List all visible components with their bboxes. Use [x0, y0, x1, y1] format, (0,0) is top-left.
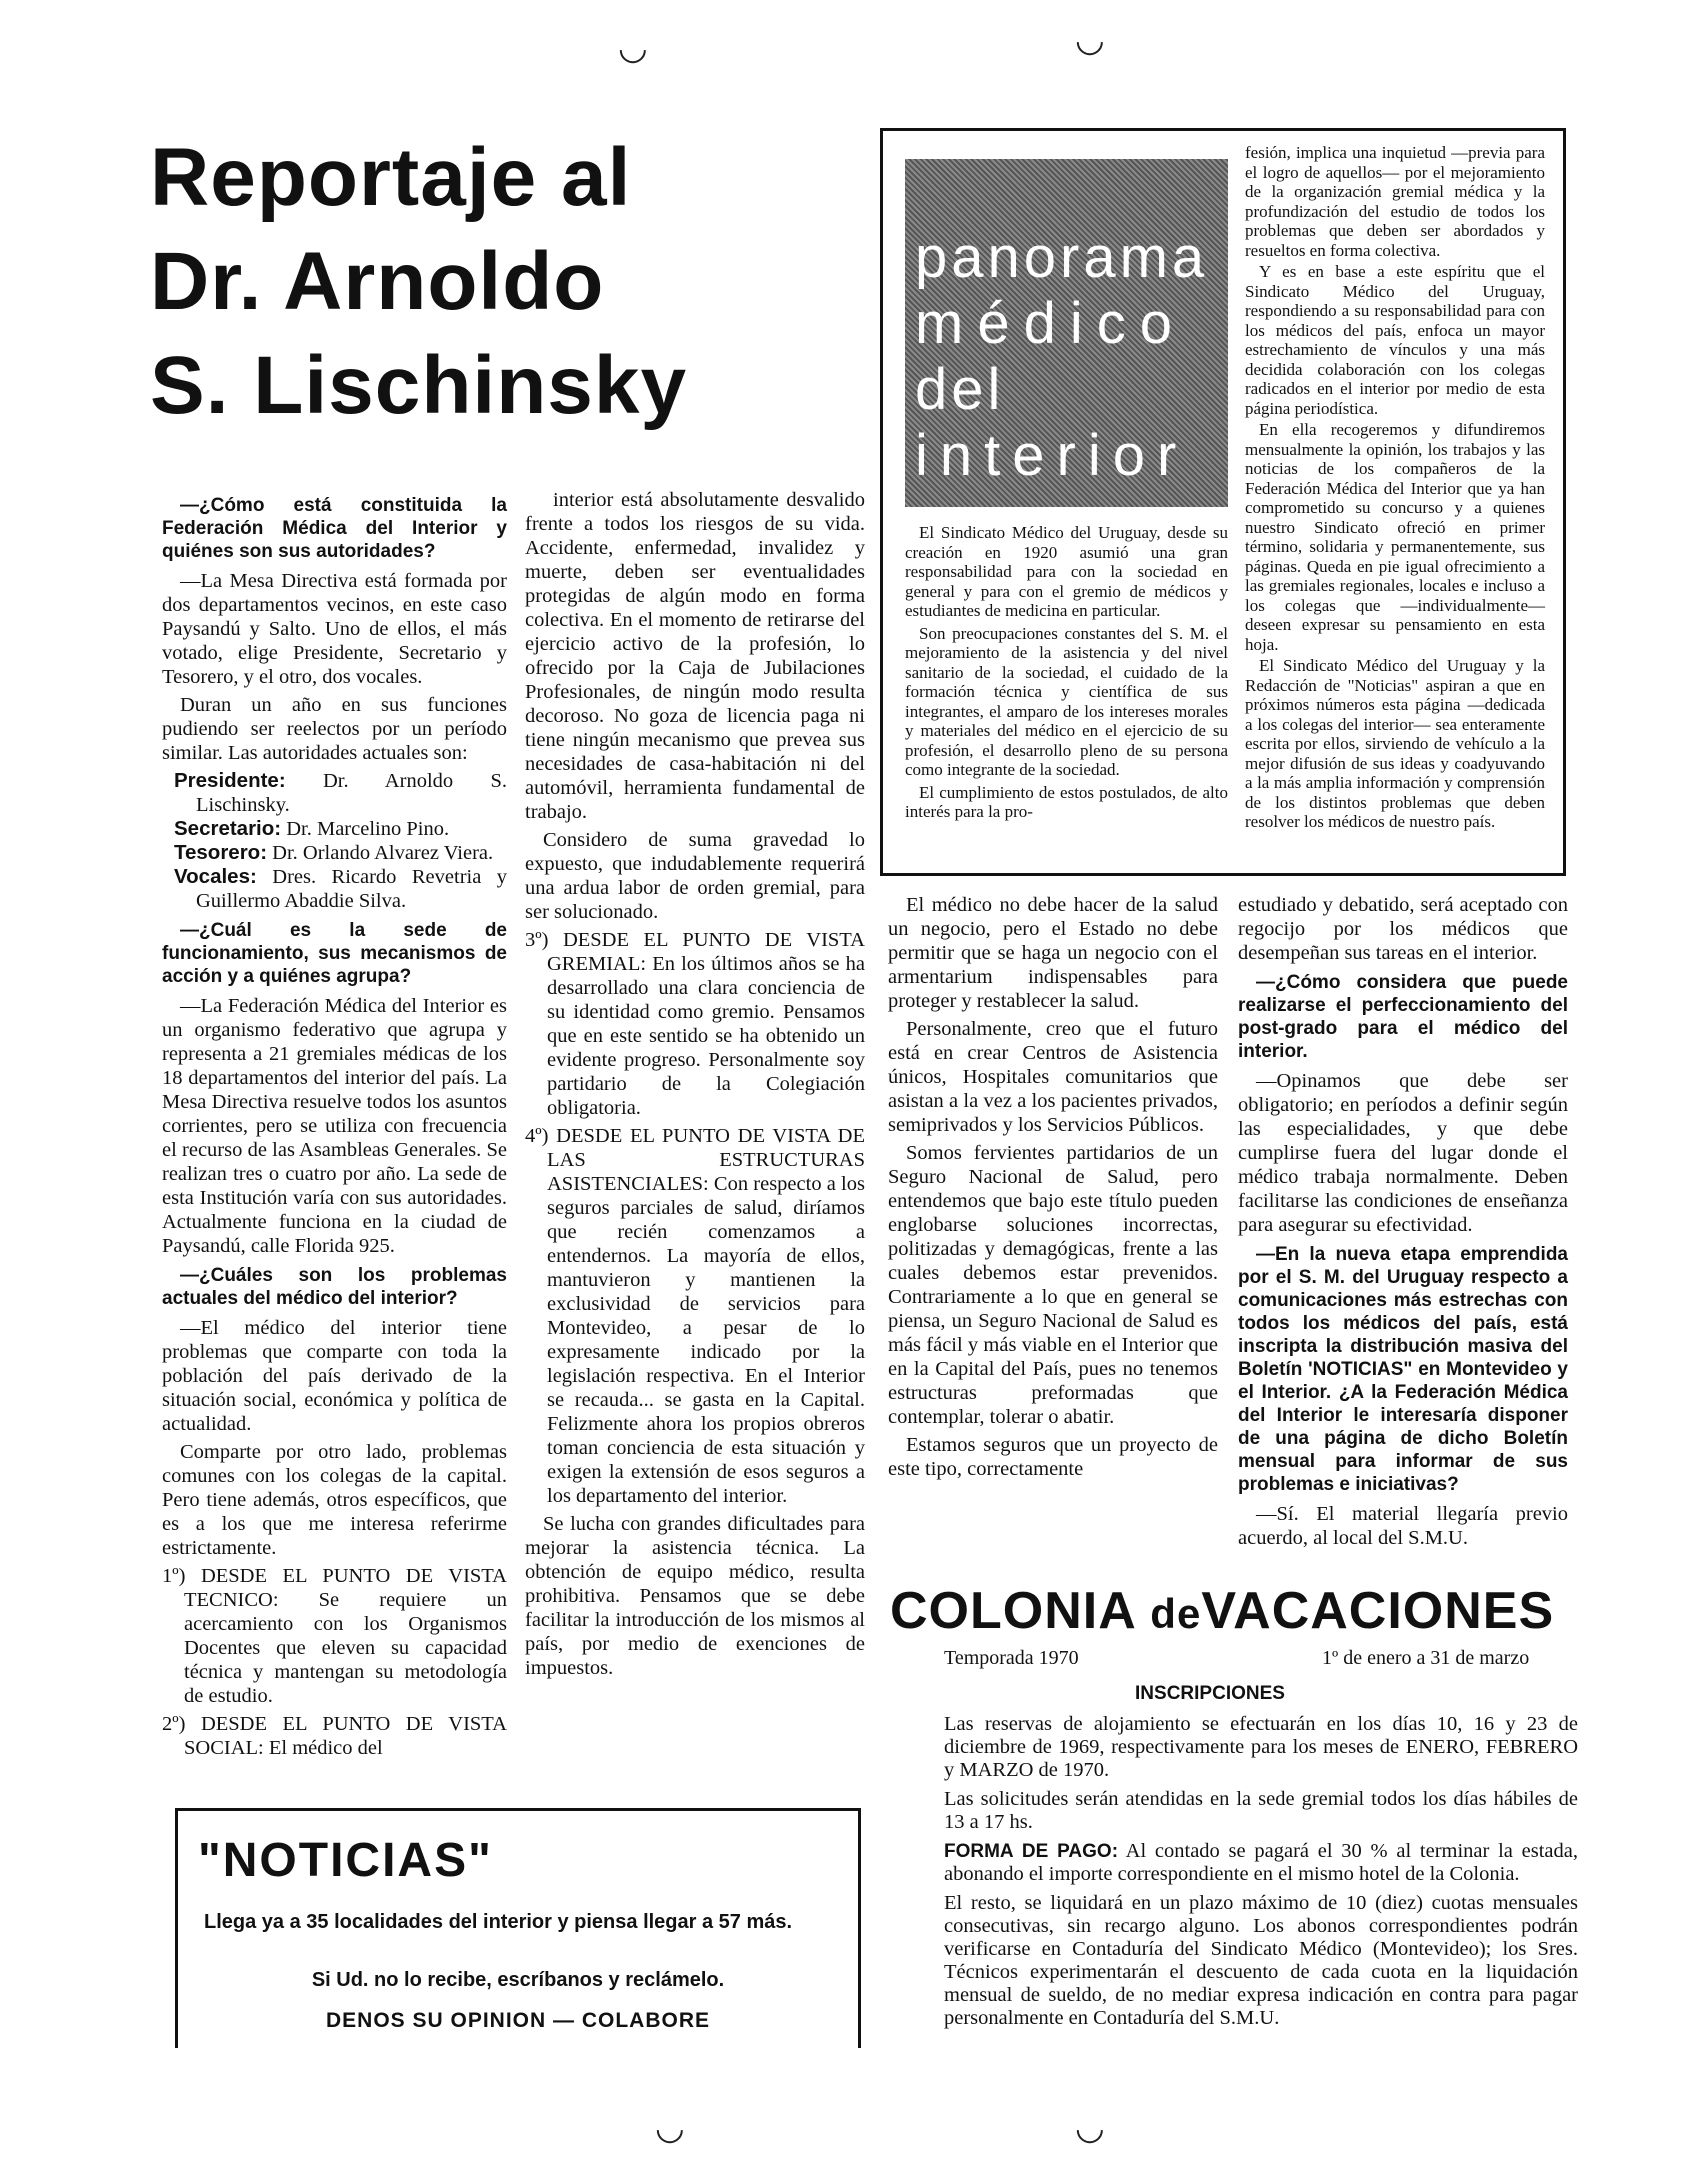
- answer-3: —El médico del interior tiene problemas que comparte con toda la población del país derivado de la situación social, económica y política de actualidad.: [162, 1317, 507, 1435]
- colonia-dates: 1º de enero a 31 de marzo: [1322, 1647, 1530, 1669]
- panorama-paragraph: Y es en base a este espíritu que el Sindicato Médico del Uruguay, respondiendo a su responsabilidad para con los médicos del país, enfoca un mayor estrechamiento de vínculos y una más decidida colaboración con los colegas radicados en el interior por medio de esta página periodística.: [1245, 262, 1545, 418]
- headline-line-2: Dr. Arnoldo: [150, 236, 605, 327]
- interview-column-2: [525, 488, 865, 1684]
- registration-mark-top-left: ◡: [618, 29, 648, 67]
- authority-item: Secretario: Dr. Marcelino Pino.: [174, 817, 450, 840]
- column-3-text-4: Estamos seguros que un proyecto de este tipo, correctamente: [888, 1434, 1218, 1480]
- question-3: —¿Cuáles son los problemas actuales del médico del interior?: [162, 1265, 507, 1309]
- panorama-title-line: panorama: [915, 225, 1209, 290]
- panorama-paragraph: Son preocupaciones constantes del S. M. el mejoramiento de la asistencia y del nivel sanitario de la sociedad, el cuidado de la formación técnica y científica de sus integrantes, el amparo de los intereses morales y materiales del médico en el ejercicio de su profesión, el desarrollo pleno de su persona como integrante de la sociedad.: [905, 623, 1228, 779]
- registration-mark-top-right: ◡: [1075, 21, 1105, 59]
- headline-line-1: Reportaje al: [150, 132, 632, 223]
- question-1: —¿Cómo está constituida la Federación Médica del Interior y quiénes son sus autoridades?: [162, 495, 507, 562]
- noticias-box: [175, 1808, 861, 2048]
- answer-5: —Sí. El material llegaría previo acuerdo, al local del S.M.U.: [1238, 1503, 1568, 1549]
- colonia-paragraph: [944, 1840, 1578, 1886]
- point-1: 1º) DESDE EL PUNTO DE VISTA TECNICO: Se requiere un acercamiento con los Organismos Docentes que eleven su capacidad técnica y mantengan su metodología de estudio.: [162, 1565, 507, 1707]
- colonia-body: [944, 1713, 1578, 2030]
- colonia-title-word: VACACIONES: [1201, 1582, 1555, 1640]
- answer-1b: Duran un año en sus funciones pudiendo ser reelectos por un período similar. Las autoridades actuales son:: [162, 694, 507, 764]
- colonia-section: [890, 1582, 1590, 2030]
- point-3: 3º) DESDE EL PUNTO DE VISTA GREMIAL: En los últimos años se ha desarrollado una clara conciencia de su identidad como gremio. Pensamos que en este sentido se ha obtenido un evidente progreso. Personalmente soy partidario de la Colegiación obligatoria.: [525, 929, 865, 1119]
- headline-line-3: S. Lischinsky: [150, 340, 688, 431]
- authority-item: Presidente: Dr. Arnoldo S. Lischinsky.: [174, 769, 507, 816]
- headline: [150, 130, 710, 434]
- panorama-paragraph: En ella recogeremos y difundiremos mensualmente la opinión, los trabajos y las noticias de los compañeros de la Federación Médica del Interior que ya han comprometido su concurso y a quienes nuestro Sindicato ofreció en primer término, solidaria y permanentemente, sus páginas. Queda en pie igual ofrecimiento a las gremiales regionales, locales e incluso a los colegas que —individualmente— deseen expresar su pensamiento en esta hoja.: [1245, 420, 1545, 654]
- noticias-title: "NOTICIAS": [198, 1834, 493, 1887]
- noticias-request-text: Si Ud. no lo recibe, escríbanos y reclámelo.: [311, 1969, 725, 1991]
- authority-item: Vocales: Dres. Ricardo Revetria y Guillermo Abaddie Silva.: [174, 865, 508, 912]
- payment-label: FORMA DE PAGO:: [944, 1841, 1119, 1862]
- authorities-list: [162, 769, 507, 913]
- colonia-season-row: [890, 1647, 1590, 1675]
- panorama-paragraph: El Sindicato Médico del Uruguay y la Redacción de "Noticias" aspiran a que en próximos números esta página —dedicada a los colegas del interior— sea enteramente escrita por ellos, sirviendo de vehículo a la mejor difusión de sus ideas y coadyuvando a la más amplia información y comprensión de los distintos problemas que deben resolver los médicos de nuestro país.: [1245, 656, 1545, 831]
- answer-2: —La Federación Médica del Interior es un organismo federativo que agrupa y representa a 21 gremiales médicas de los 18 departamentos del interior del país. La Mesa Directiva resuelve todos los asuntos corrientes, pero se utiliza con frecuencia el recurso de las Asambleas Generales. Se realizan tres o cuatro por año. La sede de esta Institución varía con sus autoridades. Actualmente funciona en la ciudad de Paysandú, calle Florida 925.: [162, 995, 507, 1257]
- panorama-paragraph: fesión, implica una inquietud —previa para el logro de aquellos— por el mejoramiento de la organización gremial médica y la profundización del estudio de todos los problemas que deben ser abordados y resueltos en forma colectiva.: [1245, 143, 1545, 260]
- panorama-title-line: interior: [915, 423, 1189, 488]
- question-5: —En la nueva etapa emprendida por el S. M. del Uruguay respecto a comunicaciones más estrechas con todos los médicos del país, está inscripta la distribución masiva del Boletín 'NOTICIAS" en Montevideo y el Interior. ¿A la Federación Médica del Interior le interesaría disponer de una página de dicho Boletín mensual para informar de sus problemas e iniciativas?: [1238, 1244, 1568, 1495]
- colonia-title-word: de: [1150, 1590, 1202, 1637]
- registration-mark-bottom-right: ◡: [1075, 2109, 1105, 2147]
- panorama-paragraph: El Sindicato Médico del Uruguay, desde su creación en 1920 asumió una gran responsabilidad para con la sociedad en general y para con el gremio de médicos y estudiantes de medicina en particular.: [905, 523, 1228, 620]
- panorama-right-text: [1245, 143, 1545, 832]
- point-4: 4º) DESDE EL PUNTO DE VISTA DE LAS ESTRUCTURAS ASISTENCIALES: Con respecto a los seguros parciales de salud, diríamos que recién comenzamos a entendernos. La mayoría de ellos, mantuvieron y mantienen la exclusividad de servicios para Montevideo, a pesar de lo expresamente indicado por la legislación respectiva. En el Interior se recauda... se gasta en la Capital. Felizmente ahora los propios obreros toman conciencia de esta situación y exigen la extensión de esos seguros a los departamento del interior.: [525, 1125, 865, 1507]
- authority-item: Tesorero: Dr. Orlando Alvarez Viera.: [174, 841, 494, 864]
- noticias-reach-text: Llega ya a 35 localidades del interior y piensa llegar a 57 más.: [204, 1911, 793, 1933]
- colonia-season: Temporada 1970: [944, 1647, 1079, 1669]
- question-4: —¿Cómo considera que puede realizarse el perfeccionamiento del post-grado para el médico del interior.: [1238, 972, 1568, 1062]
- column-2-text-3: Se lucha con grandes dificultades para mejorar la asistencia técnica. La obtención de equipo médico, resulta prohibitiva. Pensamos que se debe facilitar la introducción de los mismos al país, por medio de exenciones de impuestos.: [525, 1513, 865, 1679]
- column-3-text-3: Somos fervientes partidarios de un Seguro Nacional de Salud, pero entendemos que bajo este título pueden englobarse soluciones incorrectas, politizadas y demagógicas, frente a las cuales debemos estar prevenidos. Contrariamente a lo que en general se piensa, un Seguro Nacional de Salud es más fácil y más viable en el Interior que en la Capital del País, pues no tenemos estructuras preformadas que contemplar, tolerar o abatir.: [888, 1142, 1218, 1428]
- panorama-title: [915, 225, 1208, 489]
- colonia-paragraph: Las solicitudes serán atendidas en la sede gremial todos los días hábiles de 13 a 17 hs.: [944, 1788, 1578, 1833]
- registration-mark-bottom-left: ◡: [655, 2109, 685, 2147]
- colonia-paragraph: Las reservas de alojamiento se efectuarán en los días 10, 16 y 23 de diciembre de 1969, respectivamente para los meses de ENERO, FEBRERO y MARZO de 1970.: [944, 1713, 1578, 1781]
- colonia-title: [890, 1582, 1590, 1643]
- interview-column-3: [888, 893, 1218, 1485]
- interview-column-4: [1238, 893, 1568, 1554]
- point-2: 2º) DESDE EL PUNTO DE VISTA SOCIAL: El médico del: [162, 1713, 507, 1759]
- panorama-paragraph: El cumplimiento de estos postulados, de alto interés para la pro-: [905, 782, 1228, 821]
- column-4-text-1: estudiado y debatido, será aceptado con regocijo por los médicos que desempeñan sus tareas en el interior.: [1238, 894, 1568, 964]
- answer-3b: Comparte por otro lado, problemas comunes con los colegas de la capital. Pero tiene además, otros específicos, que es a los que me interesa referirme estrictamente.: [162, 1441, 507, 1559]
- column-2-text-2: Considero de suma gravedad lo expuesto, que indudablemente requerirá una ardua labor de orden gremial, para ser solucionado.: [525, 829, 865, 923]
- panorama-box: [880, 128, 1566, 876]
- column-3-text-1: El médico no debe hacer de la salud un negocio, pero el Estado no debe permitir que se haga un negocio con el armentarium indispensables para proteger y restablecer la salud.: [888, 894, 1218, 1012]
- answer-1: —La Mesa Directiva está formada por dos departamentos vecinos, en este caso Paysandú y Salto. Uno de ellos, el más votado, elige Presidente, Secretario y Tesorero, y el otro, dos vocales.: [162, 570, 507, 688]
- colonia-subtitle: INSCRIPCIONES: [1135, 1683, 1285, 1704]
- column-2-text-1: interior está absolutamente desvalido frente a todos los riesgos de su vida. Accidente, enfermedad, invalidez y muerte, deben ser eventualidades protegidas de algún modo en forma colectiva. En el momento de retirarse del ejercicio activo de la profesión, lo ofrecido por la Caja de Jubilaciones Profesionales, de ningún modo resulta decoroso. No goza de licencia paga ni tiene ningún mecanismo que prevea sus necesidades de casa-habitación ni del automóvil, herramienta fundamental de trabajo.: [525, 489, 865, 823]
- panorama-title-line: médico: [915, 291, 1186, 356]
- colonia-title-word: COLONIA: [890, 1582, 1135, 1640]
- panorama-left-text: [905, 523, 1228, 822]
- answer-4: —Opinamos que debe ser obligatorio; en períodos a definir según las especialidades, y que debe cumplirse fuera del lugar donde el médico trabaja normalmente. Deben facilitarse las condiciones de enseñanza para asegurar su efectividad.: [1238, 1070, 1568, 1236]
- colonia-paragraph: El resto, se liquidará en un plazo máximo de 10 (diez) cuotas mensuales consecutivas, sin recargo alguno. Los abonos correspondientes podrán verificarse en Contaduría del Sindicato Médico (Montevideo); los Sres. Técnicos experimentarán el descuento de cada cuota en la liquidación mensual de sueldo, de no mediar expresa indicación en contra para pagar personalmente en Contaduría del S.M.U.: [944, 1892, 1578, 2029]
- panorama-title-line: del: [915, 357, 1005, 422]
- payment-text: Al contado se pagará el 30 % al terminar la estada, abonando el importe correspondiente en el mismo hotel de la Colonia.: [944, 1840, 1578, 1885]
- column-3-text-2: Personalmente, creo que el futuro está en crear Centros de Asistencia únicos, Hospitales comunitarios que asistan a la vez a los pacientes privados, semiprivados y los Servicios Públicos.: [888, 1018, 1218, 1136]
- noticias-slogan: DENOS SU OPINION — COLABORE: [325, 2009, 711, 2032]
- panorama-title-block: [905, 159, 1228, 507]
- interview-column-1: [162, 488, 507, 1764]
- question-2: —¿Cuál es la sede de funcionamiento, sus mecanismos de acción y a quiénes agrupa?: [162, 920, 507, 987]
